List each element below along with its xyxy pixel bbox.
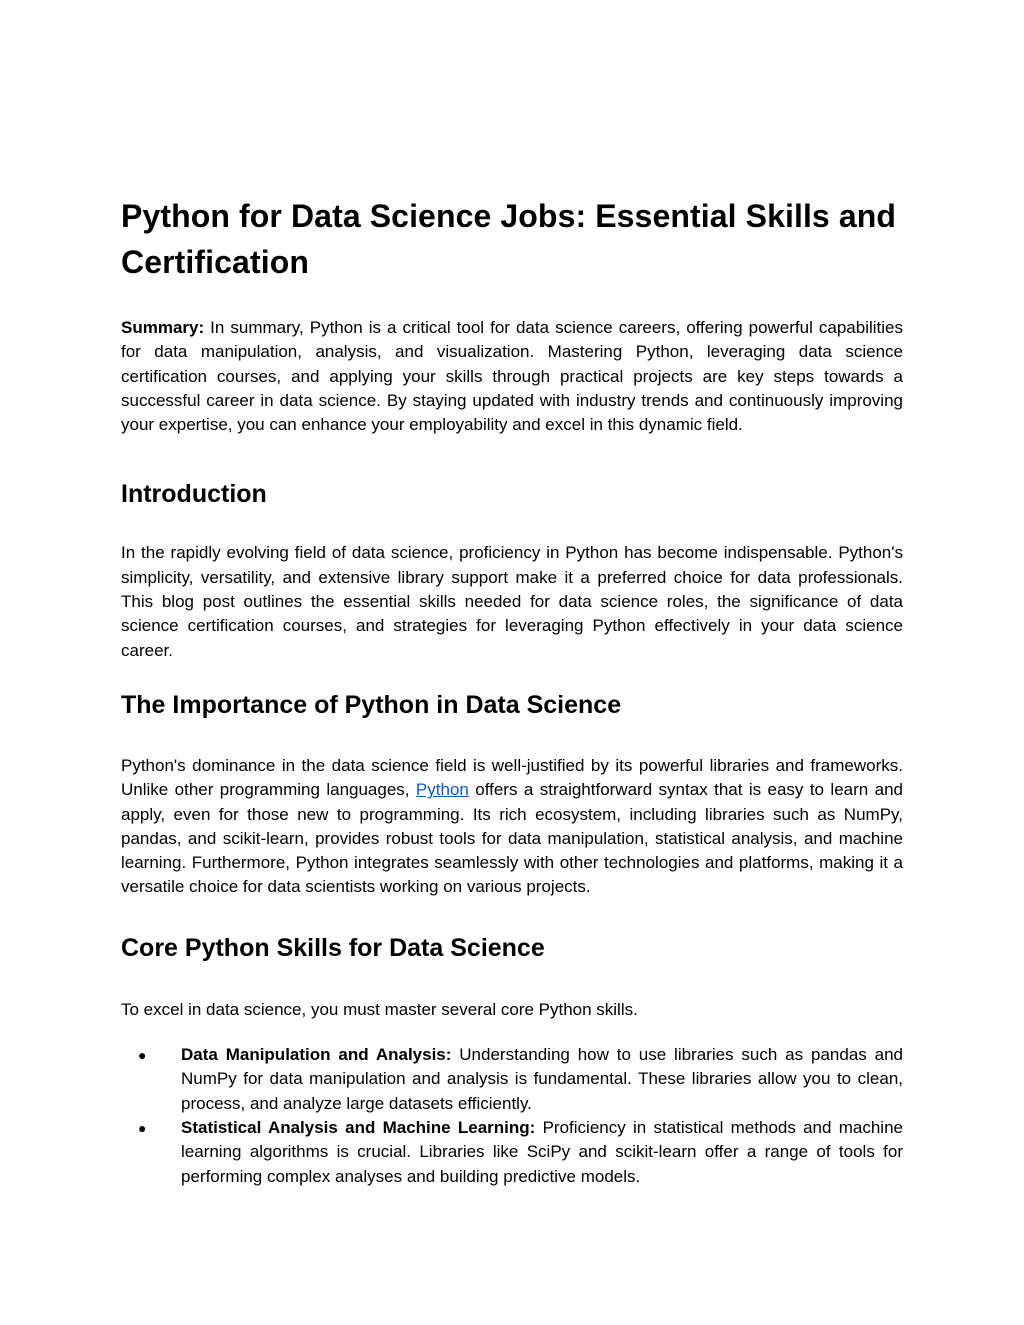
page-title: Python for Data Science Jobs: Essential Skills and Certification	[121, 198, 897, 280]
core-skills-list	[121, 1043, 903, 1189]
importance-text-before: Python's dominance in the data science field is well-justified by its powerful libraries and frameworks. Unlike other programming languages,	[121, 755, 903, 800]
summary-label: Summary:	[121, 318, 205, 337]
bullet-icon: ●	[138, 1047, 147, 1064]
importance-text-after: offers a straightforward syntax that is easy to learn and apply, even for those new to programming. Its rich ecosystem, including libraries such as NumPy, pandas, and scikit-learn, provides robust tools for data manipulation, statistical analysis, and machine learning. Furthermore, Python integrates seamlessly with other technologies and platforms, making it a versatile choice for data scientists working on various projects.	[121, 780, 903, 897]
introduction-heading: Introduction	[121, 480, 267, 509]
list-item-label: Data Manipulation and Analysis:	[181, 1045, 452, 1065]
document-page	[121, 193, 903, 1189]
list-item	[121, 1116, 903, 1189]
list-item	[121, 1043, 903, 1116]
summary-text: In summary, Python is a critical tool for data science careers, offering powerful capabilities for data manipulation, analysis, and visualization. Mastering Python, leveraging data science certification courses, and applying your skills through practical projects are key steps towards a successful career in data science. By staying updated with industry trends and continuously improving your expertise, you can enhance your employability and excel in this dynamic field.	[121, 318, 903, 435]
introduction-paragraph: In the rapidly evolving field of data science, proficiency in Python has become indispensable. Python's simplicity, versatility, and extensive library support make it a preferred choice for data professionals. This blog post outlines the essential skills needed for data science roles, the significance of data science certification courses, and strategies for leveraging Python effectively in your data science career.	[121, 543, 903, 660]
core-skills-intro: To excel in data science, you must master several core Python skills.	[121, 999, 638, 1019]
importance-heading: The Importance of Python in Data Science	[121, 690, 622, 719]
core-skills-heading: Core Python Skills for Data Science	[121, 933, 545, 962]
list-item-label: Statistical Analysis and Machine Learning:	[181, 1117, 536, 1137]
summary-paragraph	[121, 316, 903, 437]
python-link[interactable]: Python	[415, 780, 469, 800]
list-item-text: Proficiency in statistical methods and machine learning algorithms is crucial. Libraries like SciPy and scikit-learn offer a range of tools for performing complex analyses and building predictive models.	[181, 1117, 903, 1186]
importance-paragraph	[121, 754, 903, 900]
bullet-icon: ●	[138, 1119, 147, 1136]
list-item-text: Understanding how to use libraries such as pandas and NumPy for data manipulation and analysis is fundamental. These libraries allow you to clean, process, and analyze large datasets efficiently.	[181, 1045, 903, 1113]
